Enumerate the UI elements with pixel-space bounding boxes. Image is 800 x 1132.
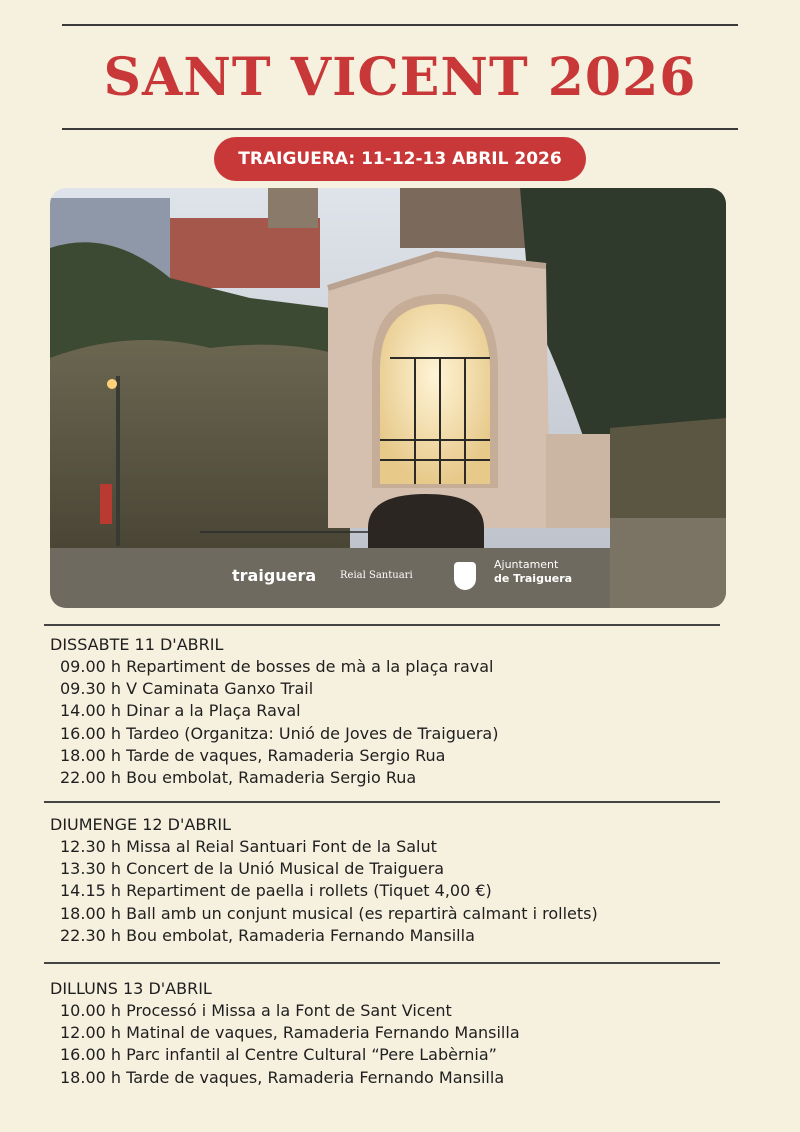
town-shield-icon bbox=[454, 562, 476, 590]
day-schedule bbox=[60, 836, 598, 947]
schedule-item: 22.30 h Bou embolat, Ramaderia Fernando Mansilla bbox=[60, 925, 475, 945]
traiguera-logo: traiguera bbox=[232, 566, 317, 585]
schedule-item: 16.00 h Parc infantil al Centre Cultural “Pere Labèrnia” bbox=[60, 1045, 497, 1065]
day-heading: DISSABTE 11 D'ABRIL bbox=[50, 635, 224, 654]
schedule-item: 16.00 h Tardeo (Organitza: Unió de Joves de Traiguera) bbox=[60, 723, 499, 743]
schedule-item: 18.00 h Ball amb un conjunt musical (es repartirà calmant i rollets) bbox=[60, 903, 598, 923]
logo-strip bbox=[50, 554, 726, 594]
schedule-item: 18.00 h Tarde de vaques, Ramaderia Sergio Rua bbox=[60, 745, 446, 765]
schedule-item: 18.00 h Tarde de vaques, Ramaderia Fernando Mansilla bbox=[60, 1067, 505, 1087]
date-location-badge: TRAIGUERA: 11-12-13 ABRIL 2026 bbox=[214, 137, 586, 181]
schedule-item: 14.15 h Repartiment de paella i rollets (Tiquet 4,00 €) bbox=[60, 881, 492, 901]
day-schedule bbox=[60, 656, 498, 789]
schedule-item: 09.30 h V Caminata Ganxo Trail bbox=[60, 679, 314, 699]
title-rule bbox=[62, 128, 738, 130]
schedule-item: 10.00 h Processó i Missa a la Font de Sant Vicent bbox=[60, 1001, 452, 1020]
schedule-item: 13.30 h Concert de la Unió Musical de Traiguera bbox=[60, 859, 445, 879]
ajuntament-logo-line2: de Traiguera bbox=[494, 572, 573, 585]
poster-title: SANT VICENT 2026 bbox=[103, 47, 697, 108]
section-rule bbox=[44, 962, 720, 964]
schedule-item: 14.00 h Dinar a la Plaça Raval bbox=[60, 701, 301, 721]
schedule-item: 22.00 h Bou embolat, Ramaderia Sergio Rua bbox=[60, 768, 417, 788]
schedule-item: 09.00 h Repartiment de bosses de mà a la plaça raval bbox=[60, 657, 494, 676]
santuari-logo: Reial Santuari bbox=[340, 570, 413, 581]
day-schedule bbox=[60, 1000, 520, 1089]
ajuntament-logo-line1: Ajuntament bbox=[494, 558, 559, 571]
day-heading: DILLUNS 13 D'ABRIL bbox=[50, 979, 212, 998]
schedule-item: 12.00 h Matinal de vaques, Ramaderia Fernando Mansilla bbox=[60, 1023, 520, 1043]
schedule-item: 12.30 h Missa al Reial Santuari Font de la Salut bbox=[60, 837, 437, 856]
section-rule bbox=[44, 801, 720, 803]
day-heading: DIUMENGE 12 D'ABRIL bbox=[50, 815, 232, 834]
top-rule bbox=[62, 24, 738, 26]
section-rule bbox=[44, 624, 720, 626]
chapel-photo bbox=[50, 188, 726, 608]
